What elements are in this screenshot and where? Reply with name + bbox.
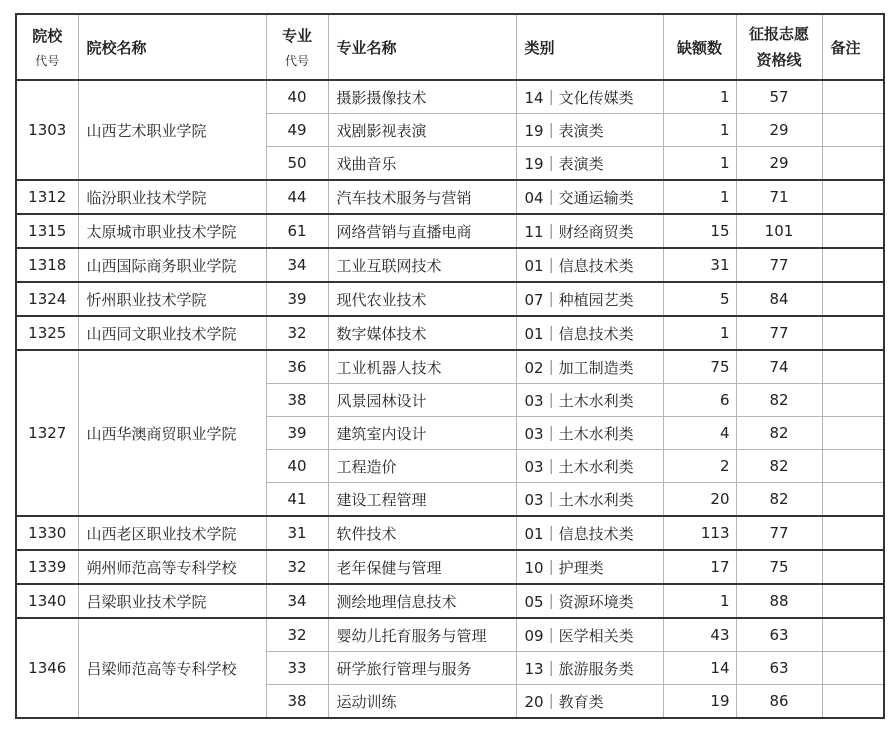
category-cell: 01｜信息技术类: [516, 316, 663, 350]
major-code-cell: 39: [266, 417, 328, 450]
score-line-cell: 75: [736, 550, 822, 584]
score-line-cell: 86: [736, 685, 822, 719]
vacancy-cell: 43: [663, 618, 736, 652]
score-line-cell: 82: [736, 384, 822, 417]
category-cell: 05｜资源环境类: [516, 584, 663, 618]
major-code-cell: 40: [266, 80, 328, 114]
table-row: [16, 618, 884, 652]
notes-cell: [822, 584, 884, 618]
score-line-cell: 84: [736, 282, 822, 316]
notes-cell: [822, 214, 884, 248]
category-cell: 01｜信息技术类: [516, 516, 663, 550]
major-name-cell: 风景园林设计: [328, 384, 516, 417]
major-code-cell: 50: [266, 147, 328, 181]
major-code-cell: 41: [266, 483, 328, 517]
score-line-cell: 29: [736, 147, 822, 181]
school-name-cell: 山西国际商务职业学院: [78, 248, 266, 282]
vacancy-cell: 15: [663, 214, 736, 248]
notes-cell: [822, 384, 884, 417]
category-cell: 03｜土木水利类: [516, 483, 663, 517]
score-line-cell: 57: [736, 80, 822, 114]
header-school-name: 院校名称: [78, 14, 266, 80]
table-row: [16, 248, 884, 282]
notes-cell: [822, 180, 884, 214]
vacancy-cell: 6: [663, 384, 736, 417]
major-name-cell: 工程造价: [328, 450, 516, 483]
table-row: [16, 316, 884, 350]
major-code-cell: 31: [266, 516, 328, 550]
major-code-cell: 38: [266, 384, 328, 417]
notes-cell: [822, 282, 884, 316]
major-name-cell: 摄影摄像技术: [328, 80, 516, 114]
major-code-cell: 39: [266, 282, 328, 316]
score-line-cell: 74: [736, 350, 822, 384]
notes-cell: [822, 114, 884, 147]
category-cell: 20｜教育类: [516, 685, 663, 719]
notes-cell: [822, 450, 884, 483]
header-notes: 备注: [822, 14, 884, 80]
notes-cell: [822, 550, 884, 584]
major-code-cell: 32: [266, 550, 328, 584]
school-code-cell: 1325: [16, 316, 78, 350]
major-name-cell: 戏剧影视表演: [328, 114, 516, 147]
notes-cell: [822, 652, 884, 685]
school-code-cell: 1346: [16, 618, 78, 718]
major-name-cell: 软件技术: [328, 516, 516, 550]
table-row: [16, 550, 884, 584]
score-line-cell: 101: [736, 214, 822, 248]
school-name-cell: 山西同文职业技术学院: [78, 316, 266, 350]
school-code-cell: 1340: [16, 584, 78, 618]
score-line-cell: 82: [736, 417, 822, 450]
header-category: 类别: [516, 14, 663, 80]
vacancy-cell: 75: [663, 350, 736, 384]
score-line-cell: 88: [736, 584, 822, 618]
major-code-cell: 36: [266, 350, 328, 384]
notes-cell: [822, 685, 884, 719]
score-line-cell: 82: [736, 483, 822, 517]
school-code-cell: 1327: [16, 350, 78, 516]
score-line-cell: 77: [736, 516, 822, 550]
vacancy-cell: 17: [663, 550, 736, 584]
vacancy-cell: 1: [663, 584, 736, 618]
notes-cell: [822, 316, 884, 350]
vacancy-cell: 2: [663, 450, 736, 483]
notes-cell: [822, 80, 884, 114]
major-name-cell: 婴幼儿托育服务与管理: [328, 618, 516, 652]
major-code-cell: 34: [266, 584, 328, 618]
major-code-cell: 33: [266, 652, 328, 685]
school-code-cell: 1315: [16, 214, 78, 248]
vacancy-cell: 20: [663, 483, 736, 517]
major-name-cell: 戏曲音乐: [328, 147, 516, 181]
category-cell: 10｜护理类: [516, 550, 663, 584]
vacancy-cell: 113: [663, 516, 736, 550]
school-code-cell: 1318: [16, 248, 78, 282]
major-name-cell: 现代农业技术: [328, 282, 516, 316]
header-score-line: 征报志愿 资格线: [736, 14, 822, 80]
table-row: [16, 80, 884, 114]
school-name-cell: 朔州师范高等专科学校: [78, 550, 266, 584]
school-name-cell: 山西华澳商贸职业学院: [78, 350, 266, 516]
category-cell: 11｜财经商贸类: [516, 214, 663, 248]
table-row: [16, 584, 884, 618]
major-code-cell: 40: [266, 450, 328, 483]
header-major-name: 专业名称: [328, 14, 516, 80]
notes-cell: [822, 248, 884, 282]
category-cell: 03｜土木水利类: [516, 450, 663, 483]
table-row: [16, 282, 884, 316]
major-code-cell: 38: [266, 685, 328, 719]
school-name-cell: 山西艺术职业学院: [78, 80, 266, 180]
notes-cell: [822, 350, 884, 384]
notes-cell: [822, 516, 884, 550]
school-name-cell: 山西老区职业技术学院: [78, 516, 266, 550]
school-name-cell: 吕梁师范高等专科学校: [78, 618, 266, 718]
major-name-cell: 建设工程管理: [328, 483, 516, 517]
school-code-cell: 1312: [16, 180, 78, 214]
header-school-code: 院校 代号: [16, 14, 78, 80]
vacancy-cell: 14: [663, 652, 736, 685]
major-code-cell: 49: [266, 114, 328, 147]
school-code-cell: 1330: [16, 516, 78, 550]
admission-vacancy-table: [15, 13, 885, 719]
score-line-cell: 77: [736, 248, 822, 282]
vacancy-cell: 31: [663, 248, 736, 282]
score-line-cell: 71: [736, 180, 822, 214]
category-cell: 19｜表演类: [516, 147, 663, 181]
school-name-cell: 太原城市职业技术学院: [78, 214, 266, 248]
header-major-code: 专业 代号: [266, 14, 328, 80]
major-name-cell: 老年保健与管理: [328, 550, 516, 584]
table-row: [16, 180, 884, 214]
vacancy-cell: 19: [663, 685, 736, 719]
category-cell: 07｜种植园艺类: [516, 282, 663, 316]
table-body: [16, 80, 884, 718]
category-cell: 04｜交通运输类: [516, 180, 663, 214]
school-code-cell: 1303: [16, 80, 78, 180]
category-cell: 14｜文化传媒类: [516, 80, 663, 114]
vacancy-cell: 1: [663, 80, 736, 114]
major-code-cell: 32: [266, 316, 328, 350]
notes-cell: [822, 483, 884, 517]
school-code-cell: 1339: [16, 550, 78, 584]
category-cell: 02｜加工制造类: [516, 350, 663, 384]
major-name-cell: 研学旅行管理与服务: [328, 652, 516, 685]
major-name-cell: 网络营销与直播电商: [328, 214, 516, 248]
vacancy-cell: 1: [663, 316, 736, 350]
category-cell: 19｜表演类: [516, 114, 663, 147]
table-row: [16, 516, 884, 550]
major-name-cell: 工业机器人技术: [328, 350, 516, 384]
major-name-cell: 运动训练: [328, 685, 516, 719]
notes-cell: [822, 618, 884, 652]
score-line-cell: 29: [736, 114, 822, 147]
major-code-cell: 44: [266, 180, 328, 214]
header-vacancy: 缺额数: [663, 14, 736, 80]
notes-cell: [822, 147, 884, 181]
category-cell: 03｜土木水利类: [516, 417, 663, 450]
school-code-cell: 1324: [16, 282, 78, 316]
score-line-cell: 77: [736, 316, 822, 350]
major-code-cell: 32: [266, 618, 328, 652]
major-name-cell: 汽车技术服务与营销: [328, 180, 516, 214]
major-name-cell: 建筑室内设计: [328, 417, 516, 450]
vacancy-cell: 1: [663, 114, 736, 147]
category-cell: 01｜信息技术类: [516, 248, 663, 282]
vacancy-cell: 1: [663, 147, 736, 181]
table-row: [16, 214, 884, 248]
notes-cell: [822, 417, 884, 450]
score-line-cell: 63: [736, 618, 822, 652]
school-name-cell: 吕梁职业技术学院: [78, 584, 266, 618]
major-code-cell: 61: [266, 214, 328, 248]
score-line-cell: 82: [736, 450, 822, 483]
category-cell: 09｜医学相关类: [516, 618, 663, 652]
score-line-cell: 63: [736, 652, 822, 685]
vacancy-cell: 4: [663, 417, 736, 450]
header-row: [16, 14, 884, 80]
vacancy-cell: 5: [663, 282, 736, 316]
major-name-cell: 数字媒体技术: [328, 316, 516, 350]
category-cell: 13｜旅游服务类: [516, 652, 663, 685]
school-name-cell: 忻州职业技术学院: [78, 282, 266, 316]
table-row: [16, 350, 884, 384]
major-name-cell: 测绘地理信息技术: [328, 584, 516, 618]
school-name-cell: 临汾职业技术学院: [78, 180, 266, 214]
category-cell: 03｜土木水利类: [516, 384, 663, 417]
vacancy-cell: 1: [663, 180, 736, 214]
major-name-cell: 工业互联网技术: [328, 248, 516, 282]
major-code-cell: 34: [266, 248, 328, 282]
